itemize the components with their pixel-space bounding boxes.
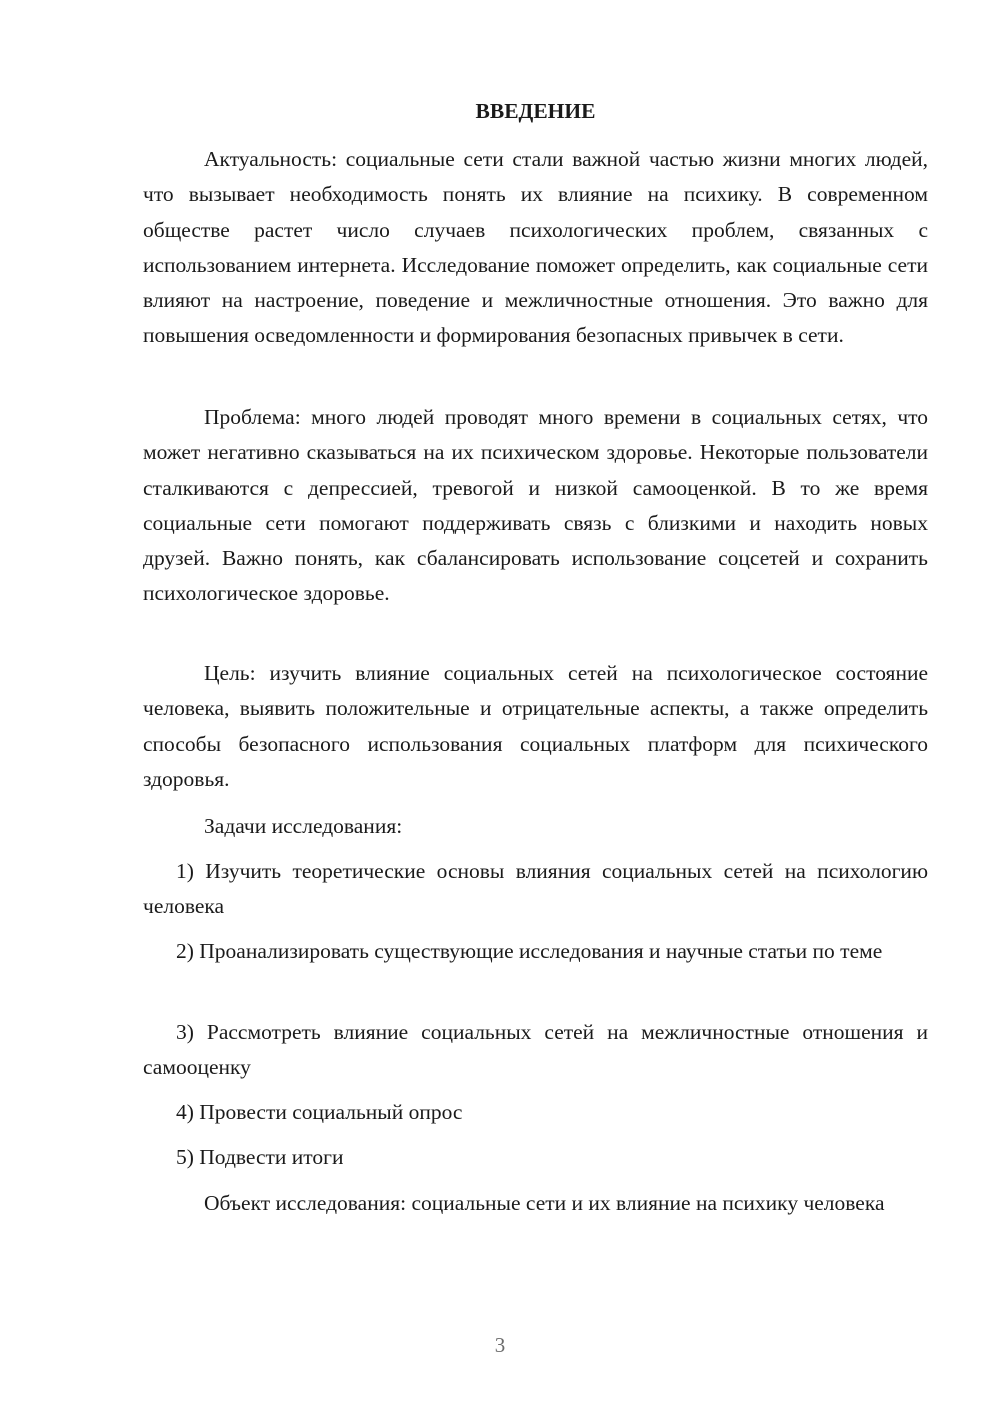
tasks-heading: Задачи исследования:	[204, 814, 403, 838]
task-item-1: 1) Изучить теоретические основы влияния социальных сетей на психологию человека	[143, 859, 928, 919]
paragraph-relevance: Актуальность: социальные сети стали важной частью жизни многих людей, что вызывает необходимость понять их влияние на психику. В современном обществе растет число случаев психологических проблем, связанных с использованием интернета. Исследование поможет определить, как социальные сети влияют на настроение, поведение и межличностные отношения. Это важно для повышения осведомленности и формирования безопасных привычек в сети.	[143, 147, 928, 348]
task-item-5: 5) Подвести итоги	[176, 1145, 344, 1169]
paragraph-goal: Цель: изучить влияние социальных сетей на психологическое состояние человека, выявить положительные и отрицательные аспекты, а также определить способы безопасного использования социальных платформ для психического здоровья.	[143, 661, 928, 791]
paragraph-problem: Проблема: много людей проводят много времени в социальных сетях, что может негативно сказываться на их психическом здоровье. Некоторые пользователи сталкиваются с депрессией, тревогой и низкой самооценкой. В то же время социальные сети помогают поддерживать связь с близкими и находить новых друзей. Важно понять, как сбалансировать использование соцсетей и сохранить психологическое здоровье.	[143, 405, 928, 606]
section-title: ВВЕДЕНИЕ	[475, 99, 596, 123]
page-number: 3	[494, 1333, 506, 1357]
task-item-2: 2) Проанализировать существующие исследования и научные статьи по теме	[176, 939, 883, 963]
task-item-4: 4) Провести социальный опрос	[176, 1100, 463, 1124]
task-item-3: 3) Рассмотреть влияние социальных сетей на межличностные отношения и самооценку	[143, 1020, 928, 1080]
paragraph-object: Объект исследования: социальные сети и их влияние на психику человека	[204, 1191, 885, 1215]
